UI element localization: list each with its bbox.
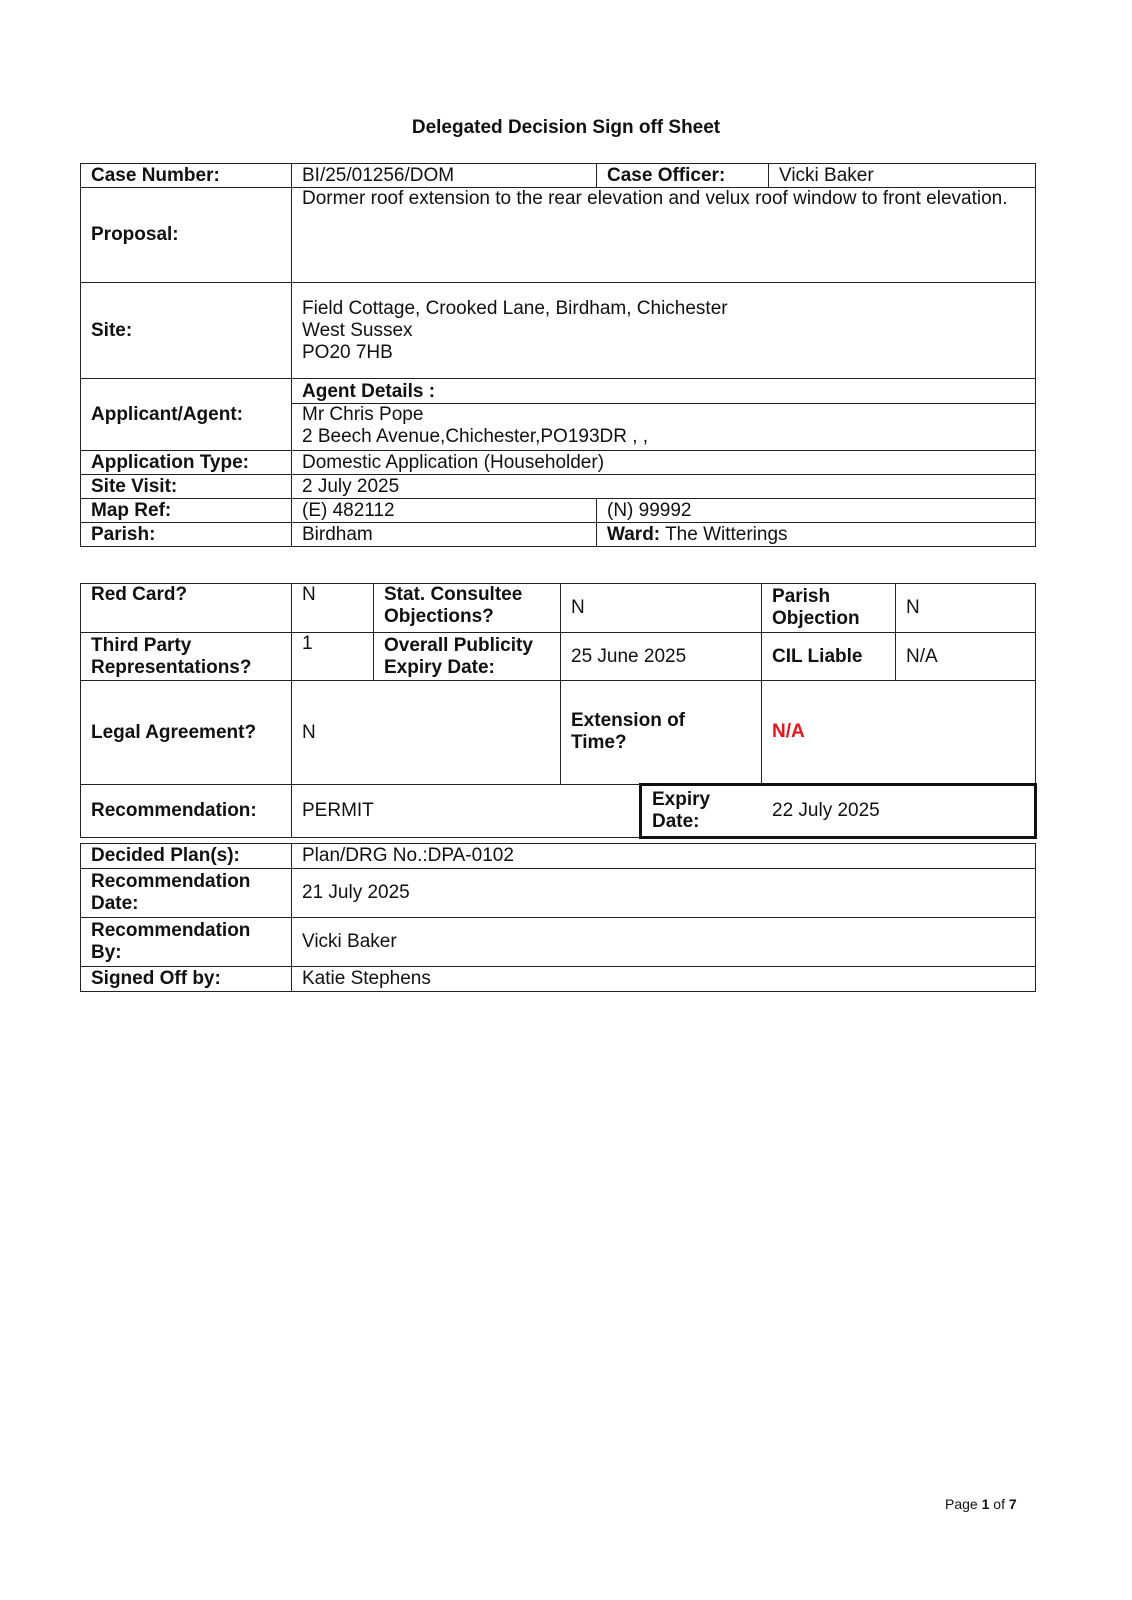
row-application-type: [81, 451, 1036, 475]
map-ref-easting: (E) 482112: [292, 499, 597, 523]
extension-label: [561, 681, 762, 785]
decided-plans-value: Plan/DRG No.:DPA-0102: [292, 844, 1036, 869]
extension-label-line-2: Time?: [571, 732, 627, 753]
expiry-box: [641, 785, 1036, 838]
rec-by-label-line-1: Recommendation: [91, 920, 251, 941]
page-current: 1: [981, 1496, 990, 1512]
third-party-label-line-1: Third Party: [91, 634, 192, 656]
map-ref-northing: (N) 99992: [597, 499, 1036, 523]
site-value: [292, 283, 1036, 379]
row-red-card: [81, 584, 1036, 633]
rec-date-value: 21 July 2025: [292, 869, 1036, 918]
rec-by-label-line-2: By:: [91, 942, 122, 963]
ward-value: The Witterings: [665, 523, 788, 545]
row-parish: [81, 523, 1036, 547]
publicity-label-line-2: Expiry Date:: [384, 656, 495, 678]
map-ref-label: Map Ref:: [81, 499, 292, 523]
site-line-1: Field Cottage, Crooked Lane, Birdham, Chichester: [302, 297, 728, 319]
cil-label: CIL Liable: [762, 633, 896, 681]
agent-details-label: Agent Details :: [292, 381, 1035, 404]
red-card-value: N: [292, 584, 374, 633]
rec-date-label-line-1: Recommendation: [91, 871, 251, 892]
decided-plans-label: Decided Plan(s):: [81, 844, 292, 869]
parish-value: Birdham: [292, 523, 597, 547]
stat-consultee-label-line-1: Stat. Consultee: [384, 584, 523, 605]
publicity-value: 25 June 2025: [561, 633, 762, 681]
case-number-label: Case Number:: [81, 164, 292, 188]
rec-by-value: Vicki Baker: [292, 918, 1036, 967]
of-word: of: [993, 1496, 1005, 1512]
signed-off-value: Katie Stephens: [292, 967, 1036, 992]
parish-objection-label-line-1: Parish: [772, 586, 831, 607]
row-proposal: [81, 188, 1036, 283]
parish-objection-value: N: [896, 584, 1036, 633]
application-type-value: Domestic Application (Householder): [292, 451, 1036, 475]
legal-value: N: [292, 681, 561, 785]
row-rec-by: [81, 918, 1036, 967]
expiry-label-line-2: Date:: [652, 811, 700, 832]
case-details-table: [80, 163, 1036, 547]
row-rec-date: [81, 869, 1036, 918]
row-third-party: [81, 633, 1036, 681]
applicant-value: [292, 379, 1036, 451]
proposal-value: Dormer roof extension to the rear elevation and velux roof window to front elevation.: [292, 188, 1036, 283]
stat-consultee-label-line-2: Objections?: [384, 606, 494, 627]
row-applicant: [81, 379, 1036, 451]
recommendation-label: Recommendation:: [81, 785, 292, 838]
parish-label: Parish:: [81, 523, 292, 547]
expiry-label: [642, 789, 752, 833]
page-total: 7: [1008, 1496, 1017, 1512]
row-recommendation: [81, 785, 1036, 838]
site-label: Site:: [81, 283, 292, 379]
applicant-label: Applicant/Agent:: [81, 379, 292, 451]
ward-cell: [597, 523, 1036, 547]
row-case-number: [81, 164, 1036, 188]
extension-label-line-1: Extension of: [571, 710, 686, 731]
legal-label: Legal Agreement?: [81, 681, 292, 785]
publicity-label: [374, 633, 561, 681]
extension-value: N/A: [762, 681, 1036, 785]
proposal-label: Proposal:: [81, 188, 292, 283]
expiry-value: 22 July 2025: [772, 800, 880, 821]
rec-by-label: [81, 918, 292, 967]
parish-objection-label: [762, 584, 896, 633]
recommendation-value: PERMIT: [292, 785, 641, 838]
page-number: [945, 1496, 1017, 1512]
decision-checks-table: [80, 583, 1037, 839]
row-signed-off: [81, 967, 1036, 992]
third-party-label: [81, 633, 292, 681]
third-party-label-line-2: Representations?: [91, 656, 252, 678]
page-word: Page: [945, 1496, 978, 1512]
case-number-value: BI/25/01256/DOM: [292, 164, 597, 188]
site-line-3: PO20 7HB: [302, 341, 393, 363]
site-visit-label: Site Visit:: [81, 475, 292, 499]
page-title: Delegated Decision Sign off Sheet: [411, 117, 721, 138]
row-map-ref: [81, 499, 1036, 523]
rec-date-label-line-2: Date:: [91, 893, 139, 914]
ward-label: Ward:: [607, 523, 661, 545]
sign-off-table: [80, 843, 1036, 992]
agent-name: Mr Chris Pope: [302, 404, 424, 425]
row-decided-plans: [81, 844, 1036, 869]
stat-consultee-label: [374, 584, 561, 633]
application-type-label: Application Type:: [81, 451, 292, 475]
cil-value: N/A: [896, 633, 1036, 681]
rec-date-label: [81, 869, 292, 918]
stat-consultee-value: N: [561, 584, 762, 633]
site-visit-value: 2 July 2025: [292, 475, 1036, 499]
case-officer-value: Vicki Baker: [769, 164, 1036, 188]
row-site: [81, 283, 1036, 379]
row-site-visit: [81, 475, 1036, 499]
signed-off-label: Signed Off by:: [81, 967, 292, 992]
third-party-value: 1: [292, 633, 374, 681]
case-officer-label: Case Officer:: [597, 164, 769, 188]
red-card-label: Red Card?: [81, 584, 292, 633]
site-line-2: West Sussex: [302, 319, 413, 341]
agent-address: 2 Beech Avenue,Chichester,PO193DR , ,: [302, 426, 649, 447]
row-legal: [81, 681, 1036, 785]
publicity-label-line-1: Overall Publicity: [384, 634, 533, 656]
parish-objection-label-line-2: Objection: [772, 608, 860, 629]
expiry-label-line-1: Expiry: [652, 789, 711, 810]
